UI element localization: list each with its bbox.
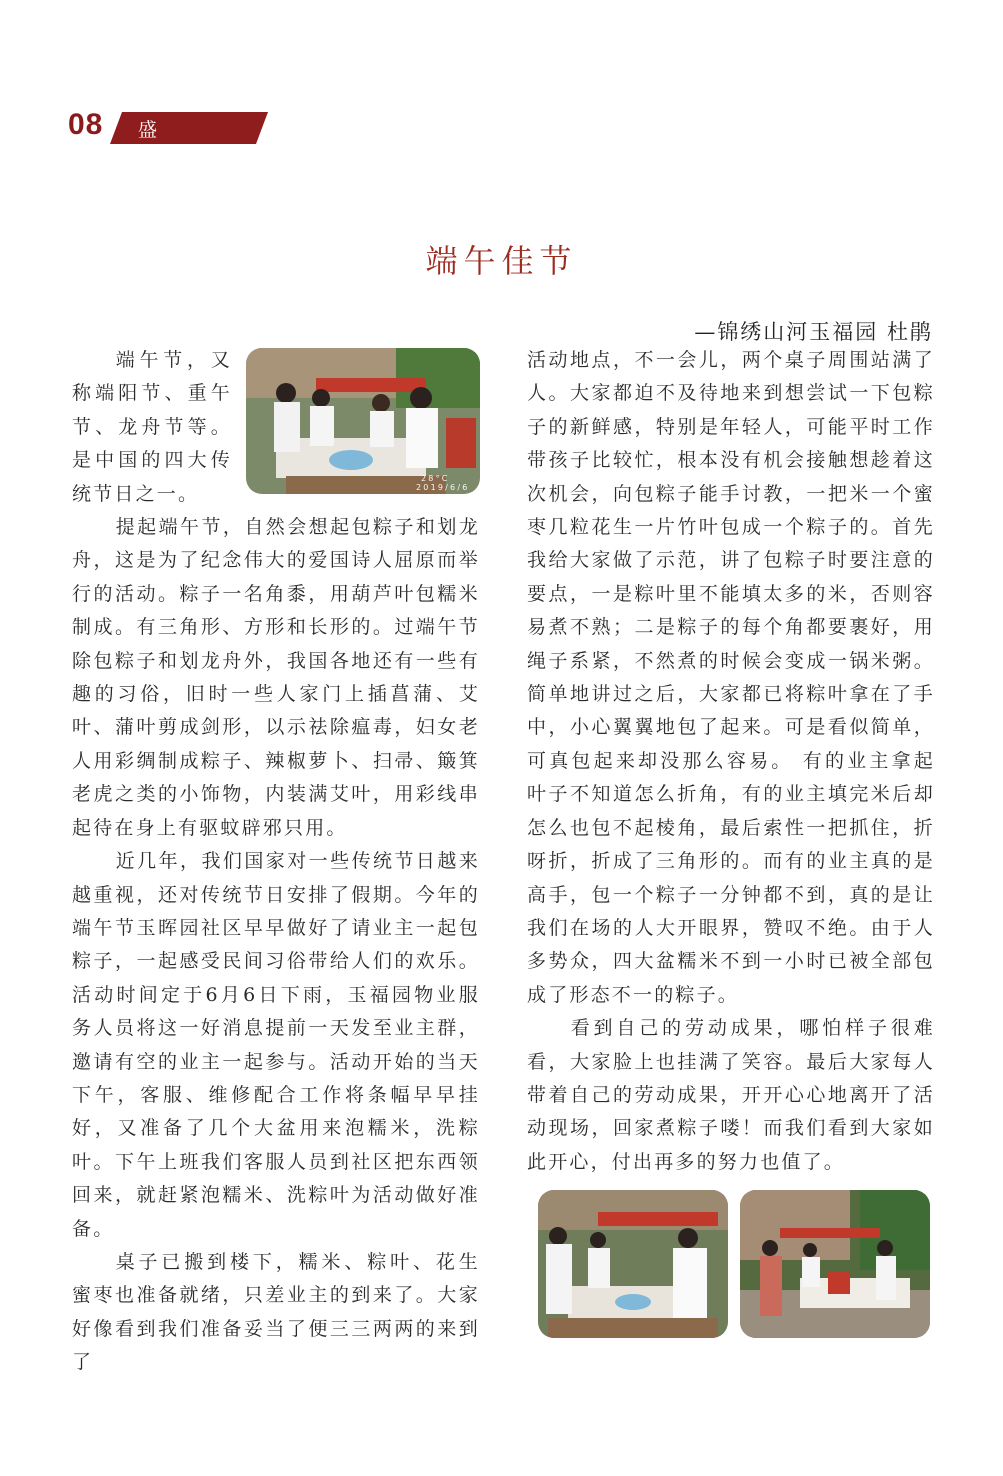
article-title: 端午佳节 — [425, 242, 578, 280]
section-name: 盛世物业 — [138, 119, 161, 222]
left-column — [72, 344, 480, 1380]
photo-date: 2019/6/6 — [416, 483, 470, 492]
paragraph: 近几年，我们国家对一些传统节日越来越重视，还对传统节日安排了假期。今年的端午节玉晖园社区早早做好了请业主一起包粽子，一起感受民间习俗带给人们的欢乐。活动时间定于6月6日下雨，玉福园物业服务人员将这一好消息提前一天发至业主群，邀请有空的业主一起参与。活动开始的当天下午，客服、维修配合工作将条幅早早挂好，又准备了几个大盆用来泡糯米，洗粽叶。下午上班我们客服人员到社区把东西领回来，就赶紧泡糯米、洗粽叶为活动做好准备。 — [72, 850, 480, 1240]
right-column — [527, 344, 935, 1179]
outdoor-table-photo — [740, 1190, 930, 1338]
paragraph: 提起端午节，自然会想起包粽子和划龙舟，这是为了纪念伟大的爱国诗人屈原而举行的活动。粽子一名角黍，用葫芦叶包糯米制成。有三角形、方形和长形的。过端午节除包粽子和划龙舟外，我国各地还有一些有趣的习俗，旧时一些人家门上插菖蒲、艾叶、蒲叶剪成剑形，以示祛除瘟毒，妇女老人用彩绸制成粽子、辣椒萝卜、扫帚、簸箕老虎之类的小饰物，内装满艾叶，用彩线串起待在身上有驱蚊辟邪只用。 — [72, 516, 480, 839]
activity-photo-1 — [246, 348, 480, 494]
article-byline: —锦绣山河玉福园 杜鹃 — [694, 320, 933, 344]
paragraph: 端午节，又称端阳节、重午节、龙舟节等。是中国的四大传统节日之一。 — [72, 349, 232, 505]
paragraph: 活动地点，不一会儿，两个桌子周围站满了人。大家都迫不及待地来到想尝试一下包粽子的新鲜感，特别是年轻人，可能平时工作带孩子比较忙，根本没有机会接触想趁着这次机会，向包粽子能手讨教，一把米一个蜜枣几粒花生一片竹叶包成一个粽子的。首先我给大家做了示范，讲了包粽子时要注意的要点，一是粽叶里不能填太多的米，否则容易煮不熟；二是粽子的每个角都要裹好，用绳子系紧，不然煮的时候会变成一锅米粥。简单地讲过之后，大家都已将粽叶拿在了手中，小心翼翼地包了起来。可是看似简单，可真包起来却没那么容易。 有的业主拿起叶子不知道怎么折角，有的业主填完米后却怎么也包不起棱角，最后索性一把抓住，折呀折，折成了三角形的。而有的业主真的是高手，包一个粽子一分钟都不到，真的是让我们在场的人大开眼界，赞叹不绝。由于人多势众，四大盆糯米不到一小时已被全部包成了形态不一的粽子。 — [527, 349, 935, 1006]
photo-strip — [538, 1190, 930, 1338]
paragraph: 看到自己的劳动成果，哪怕样子很难看，大家脸上也挂满了笑容。最后大家每人带着自己的劳动成果，开开心心地离开了活动现场，回家煮粽子喽！而我们看到大家如此开心，付出再多的努力也值了。 — [527, 1017, 935, 1173]
zongzi-group-photo — [538, 1190, 728, 1338]
paragraph: 桌子已搬到楼下，糯米、粽叶、花生 蜜枣也准备就绪，只差业主的到来了。大家好像看到我们准备妥当了便三三两两的来到了 — [72, 1250, 480, 1374]
zongzi-making-photo — [246, 348, 480, 494]
section-banner — [110, 112, 268, 144]
activity-photo-2 — [538, 1190, 728, 1338]
page-number: 08 — [68, 108, 104, 141]
activity-photo-3 — [740, 1190, 930, 1338]
photo-temp: 28°C — [421, 474, 450, 483]
